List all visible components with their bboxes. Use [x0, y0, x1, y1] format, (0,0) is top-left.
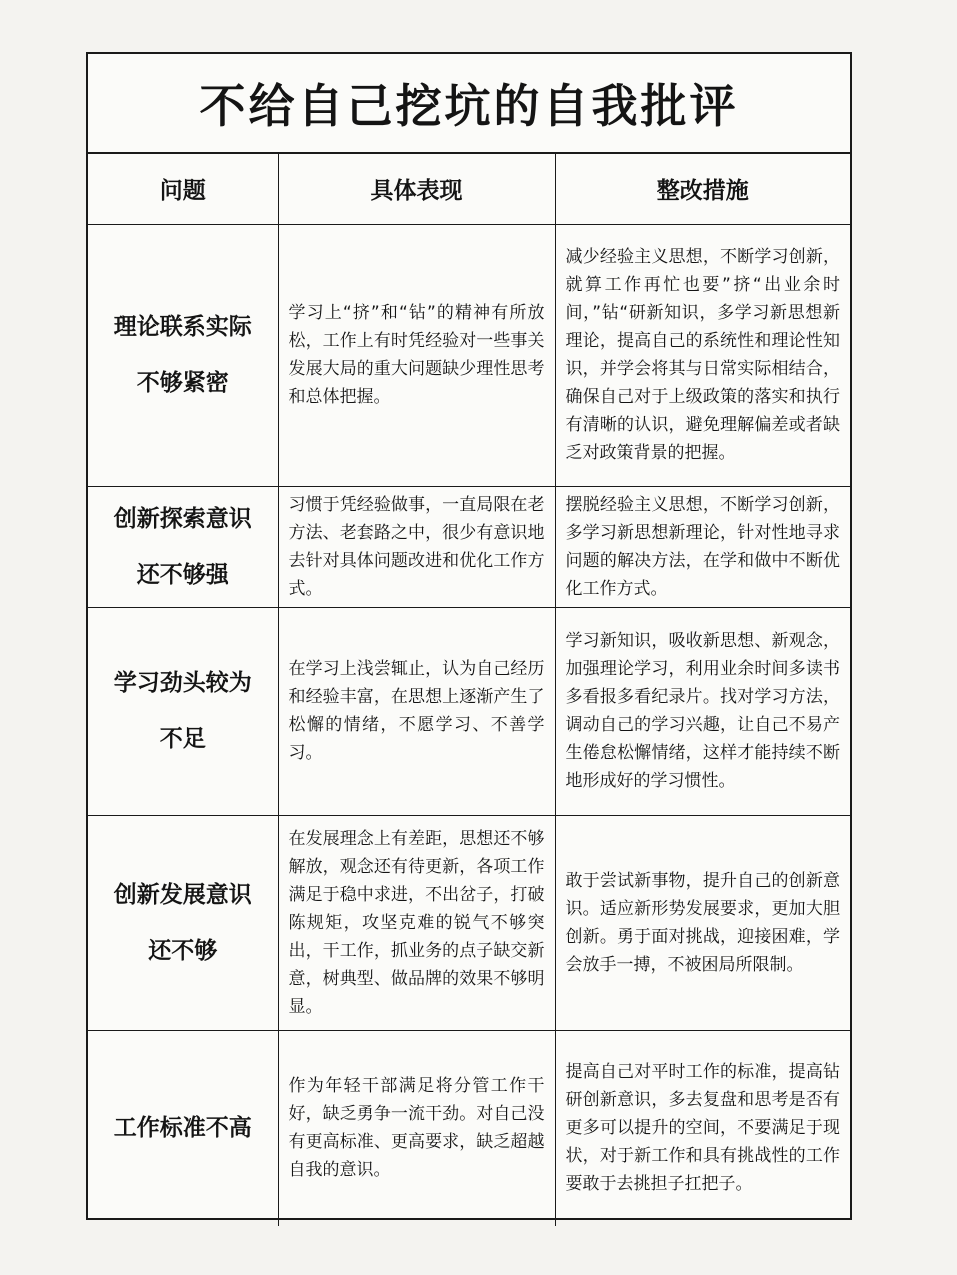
issue-line: 理论联系实际 [113, 314, 252, 340]
issue-cell [88, 815, 278, 1030]
issue-line: 还不够强 [136, 561, 229, 588]
measures-cell: 提高自己对平时工作的标准，提高钻研创新意识，多去复盘和思考是否有更多可以提升的空间，不要满足于现状，对于新工作和具有挑战性的工作要敢于去挑担子扛把子。 [555, 1030, 850, 1226]
measures-cell: 学习新知识，吸收新思想、新观念，加强理论学习，利用业余时间多读书多看报多看纪录片。找对学习方法，调动自己的学习兴趣，让自己不易产生倦怠松懈情绪，这样才能持续不断地形成好的学习惯性。 [555, 607, 850, 815]
table-row [88, 607, 850, 815]
performance-cell: 作为年轻干部满足将分管工作干好，缺乏勇争一流干劲。对自己没有更高标准、更高要求，缺乏超越自我的意识。 [278, 1030, 555, 1226]
issue-line: 不足 [159, 726, 206, 752]
performance-cell: 习惯于凭经验做事，一直局限在老方法、老套路之中，很少有意识地去针对具体问题改进和优化工作方式。 [278, 486, 555, 607]
measures-cell: 减少经验主义思想，不断学习创新，就算工作再忙也要”挤“出业余时间，”钻“研新知识，多学习新思想新理论，提高自己的系统性和理论性知识，并学会将其与日常实际相结合，确保自己对于上级政策的落实和执行有清晰的认识，避免理解偏差或者缺乏对政策背景的把握。 [555, 224, 850, 486]
table-row [88, 815, 850, 1030]
table-row [88, 486, 850, 607]
performance-cell: 学习上“挤”和“钻”的精神有所放松，工作上有时凭经验对一些事关发展大局的重大问题缺少理性思考和总体把握。 [278, 224, 555, 486]
table-row [88, 1030, 850, 1226]
issue-line: 创新探索意识 [113, 505, 252, 532]
criticism-table [88, 154, 850, 1226]
issue-line: 学习劲头较为 [113, 670, 252, 696]
issue-line: 工作标准不高 [113, 1115, 252, 1142]
issue-cell [88, 486, 278, 607]
issue-cell [88, 1030, 278, 1226]
issue-line: 不够紧密 [136, 370, 229, 396]
issue-line: 还不够 [148, 937, 218, 964]
header-row [88, 154, 850, 224]
performance-cell: 在学习上浅尝辄止，认为自己经历和经验丰富，在思想上逐渐产生了松懈的情绪，不愿学习、不善学习。 [278, 607, 555, 815]
measures-cell: 摆脱经验主义思想，不断学习创新，多学习新思想新理论，针对性地寻求问题的解决方法，在学和做中不断优化工作方式。 [555, 486, 850, 607]
issue-line: 创新发展意识 [113, 881, 252, 908]
issue-cell [88, 607, 278, 815]
issue-cell [88, 224, 278, 486]
page-title: 不给自己挖坑的自我批评 [88, 54, 850, 154]
table-row [88, 224, 850, 486]
document-page [86, 52, 852, 1220]
header-issue: 问题 [88, 154, 278, 224]
header-measures: 整改措施 [555, 154, 850, 224]
measures-cell: 敢于尝试新事物，提升自己的创新意识。适应新形势发展要求，更加大胆创新。勇于面对挑战，迎接困难，学会放手一搏，不被困局所限制。 [555, 815, 850, 1030]
header-performance: 具体表现 [278, 154, 555, 224]
performance-cell: 在发展理念上有差距，思想还不够解放，观念还有待更新，各项工作满足于稳中求进，不出岔子，打破陈规矩，攻坚克难的锐气不够突出，干工作，抓业务的点子缺交新意，树典型、做品牌的效果不够明显。 [278, 815, 555, 1030]
